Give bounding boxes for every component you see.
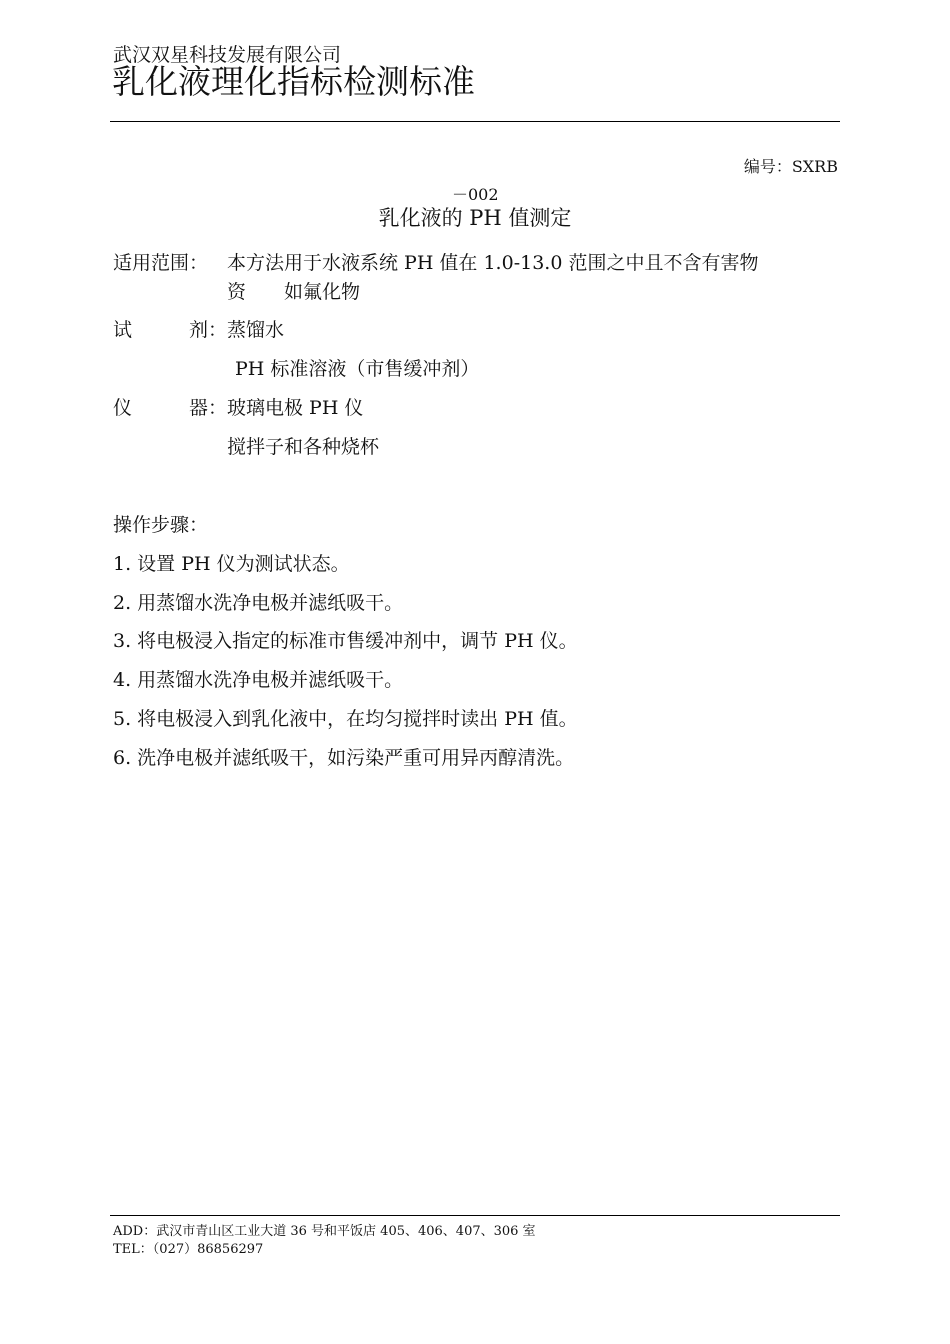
document-number: 编号：SXRB [743,157,838,176]
reagent-label-right: 剂： [188,319,227,341]
instrument-item-stirrer-beakers: 搅拌子和各种烧杯 [227,436,380,458]
scope-text-line1: 本方法用于水液系统 PH 值在 1.0-13.0 范围之中且不含有害物 [227,252,759,274]
header-divider [110,121,840,122]
scope-label-colon: ： [189,252,209,274]
scope-label-text: 适用范围 [113,252,190,274]
step-item: 2. 用蒸馏水洗净电极并滤纸吸干。 [113,592,404,614]
reagent-label [113,317,227,343]
reagent-item-distilled-water: 蒸馏水 [227,319,285,341]
footer-divider [110,1215,840,1216]
step-item: 5. 将电极浸入到乳化液中，在均匀搅拌时读出 PH 值。 [113,708,578,730]
instrument-label [113,395,227,421]
reagent-item-ph-buffer: PH 标准溶液（市售缓冲剂） [235,358,480,380]
company-name: 武汉双星科技发展有限公司 [113,44,342,66]
steps-heading: 操作步骤： [113,514,209,536]
step-item: 3. 将电极浸入指定的标准市售缓冲剂中，调节 PH 仪。 [113,630,578,652]
scope-label [113,250,208,276]
reagent-label-left: 试 [113,319,133,341]
document-number-suffix: －002 [452,185,499,204]
footer-address: ADD：武汉市青山区工业大道 36 号和平饭店 405、406、407、306 室 [113,1224,536,1239]
instrument-item-ph-meter: 玻璃电极 PH 仪 [227,397,364,419]
footer-telephone: TEL：（027）86856297 [113,1242,264,1257]
step-item: 1. 设置 PH 仪为测试状态。 [113,553,350,575]
document-title: 乳化液理化指标检测标准 [112,62,475,101]
step-item: 4. 用蒸馏水洗净电极并滤纸吸干。 [113,669,404,691]
step-item: 6. 洗净电极并滤纸吸干，如污染严重可用异丙醇清洗。 [113,747,575,769]
instrument-label-right: 器： [188,397,227,419]
section-title: 乳化液的 PH 值测定 [378,206,572,230]
scope-text-line2: 资 如氟化物 [227,281,361,303]
instrument-label-left: 仪 [113,397,133,419]
